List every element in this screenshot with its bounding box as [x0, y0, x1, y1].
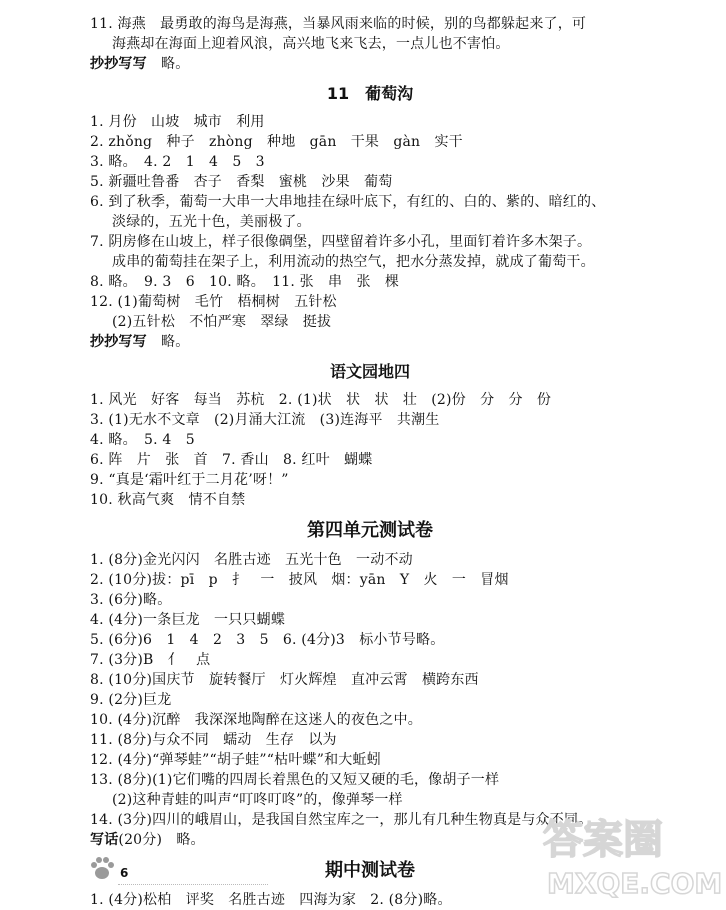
answer-line: 11. 海燕 最勇敢的海鸟是海燕，当暴风雨来临的时候，别的鸟都躲起来了，可 [90, 16, 587, 32]
answer-line: 9. “真是‘霜叶红于二月花’呀！” [90, 472, 289, 488]
writing-label: 写话 [90, 832, 119, 848]
answer-line: 4. (4分)一条巨龙 一只只蝴蝶 [90, 612, 286, 628]
answer-line: 5. (6分)6 1 4 2 3 5 6. (4分)3 标小节号略。 [90, 632, 445, 648]
section-title-garden4: 语文园地四 [329, 362, 410, 381]
answer-line: 12. (4分)“弹琴蛙”“胡子蛙”“枯叶蝶”和大蚯蚓 [90, 752, 381, 768]
copy-label: 抄抄写写 [90, 56, 147, 72]
answer-line: 10. 秋高气爽 情不自禁 [90, 492, 246, 508]
copy-section [90, 54, 650, 74]
answer-line: 7. (3分)B 亻 点 [90, 652, 211, 668]
answer-line: 1. (4分)松柏 评奖 名胜古迹 四海为家 2. (8分)略。 [90, 892, 452, 908]
answer-line: 1. 风光 好客 每当 苏杭 2. (1)状 状 状 壮 (2)份 分 分 份 [90, 392, 552, 408]
answer-line: 1. 月份 山坡 城市 利用 [90, 114, 265, 130]
answer-line: 2. zhǒng 种子 zhòng 种地 gān 干果 gàn 实干 [90, 134, 463, 150]
writing-answer: (20分) 略。 [118, 832, 205, 848]
answer-line: 2. (10分)拔：pī p 扌 一 披风 烟：yān Y 火 一 冒烟 [90, 572, 509, 588]
answer-content [90, 14, 650, 910]
answer-line: 8. (10分)国庆节 旋转餐厅 灯火辉煌 直冲云霄 横跨东西 [90, 672, 479, 688]
answer-line: 4. 略。 5. 4 5 [90, 432, 195, 448]
paw-print-icon [88, 852, 116, 882]
answer-line: 海燕却在海面上迎着风浪，高兴地飞来飞去，一点儿也不害怕。 [112, 36, 510, 52]
copy-label: 抄抄写写 [90, 334, 147, 350]
answer-site-watermark-logo [535, 805, 725, 900]
section-title-unit4-test: 第四单元测试卷 [307, 520, 433, 541]
copy-answer: 略。 [161, 56, 190, 72]
answer-line: 12. (1)葡萄树 毛竹 梧桐树 五针松 [90, 294, 337, 310]
copy-answer: 略。 [161, 334, 190, 350]
answer-line: 5. 新疆吐鲁番 杏子 香梨 蜜桃 沙果 葡萄 [90, 174, 393, 190]
answer-line: 成串的葡萄挂在架子上，利用流动的热空气，把水分蒸发掉，就成了葡萄干。 [112, 254, 595, 270]
answer-line: (2)五针松 不怕严寒 翠绿 挺拔 [112, 314, 332, 330]
answer-line: (2)这种青蛙的叫声“叮咚叮咚”的，像弹琴一样 [112, 792, 403, 808]
answer-line: 淡绿的，五光十色，美丽极了。 [112, 214, 311, 230]
answer-line: 3. 略。 4. 2 1 4 5 3 [90, 154, 265, 170]
watermark-text-bottom: MXQE.COM [547, 867, 723, 900]
footer-divider [118, 884, 268, 885]
answer-line: 14. (3分)四川的峨眉山，是我国自然宝库之一，那儿有几种生物真是与众不同。 [90, 812, 593, 828]
answer-line: 3. (6分)略。 [90, 592, 172, 608]
page-number: 6 [120, 866, 129, 880]
page-footer [88, 852, 288, 892]
answer-line: 1. (8分)金光闪闪 名胜古迹 五光十色 一动不动 [90, 552, 413, 568]
section-title-midterm: 期中测试卷 [325, 860, 415, 881]
answer-line: 10. (4分)沉醉 我深深地陶醉在这迷人的夜色之中。 [90, 712, 422, 728]
answer-line: 6. 阵 片 张 首 7. 香山 8. 红叶 蝴蝶 [90, 452, 373, 468]
answer-line: 8. 略。 9. 3 6 10. 略。 11. 张 串 张 棵 [90, 274, 400, 290]
answer-line: 7. 阴房修在山坡上，样子很像碉堡，四壁留着许多小孔，里面钉着许多木架子。 [90, 234, 592, 250]
answer-line: 3. (1)无水不文章 (2)月涌大江流 (3)连海平 共潮生 [90, 412, 440, 428]
section-title-lesson11: 11 葡萄沟 [326, 84, 414, 103]
watermark-text-top: 答案圈 [543, 817, 663, 863]
answer-line: 6. 到了秋季，葡萄一大串一大串地挂在绿叶底下，有红的、白的、紫的、暗红的、 [90, 194, 606, 210]
copy-section [90, 332, 650, 352]
answer-line: 11. (8分)与众不同 蠕动 生存 以为 [90, 732, 337, 748]
answer-line: 13. (8分)(1)它们嘴的四周长着黑色的又短又硬的毛，像胡子一样 [90, 772, 500, 788]
answer-line: 9. (2分)巨龙 [90, 692, 172, 708]
